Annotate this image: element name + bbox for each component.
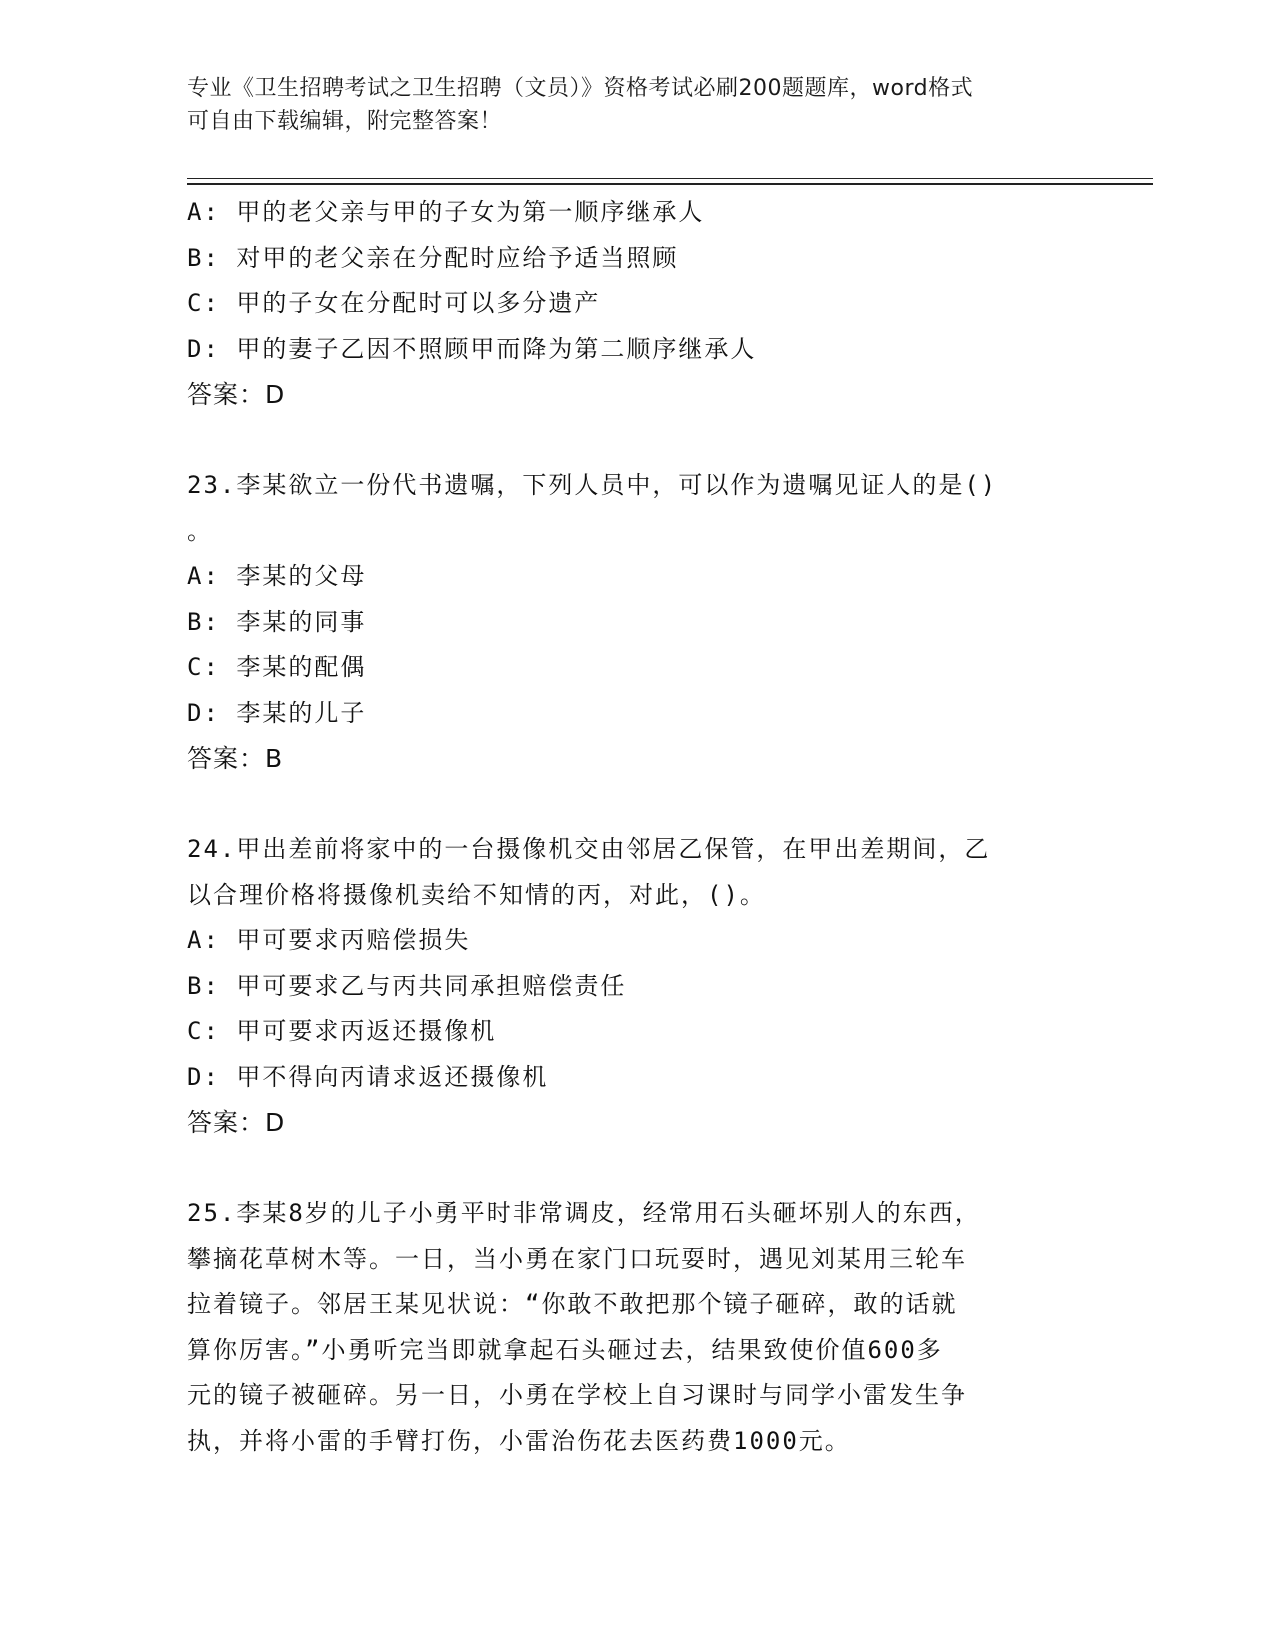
option-b: B: 李某的同事 [187,607,367,636]
question-stem-line: 元的镜子被砸碎。另一日，小勇在学校上自习课时与同学小雷发生争 [187,1381,967,1409]
header-line-2: 可自由下载编辑，附完整答案！ [187,109,503,134]
header-line-1: 专业《卫生招聘考试之卫生招聘（文员）》资格考试必刷200题题库，word格式 [187,76,974,101]
question-stem: 23.李某欲立一份代书遗嘱，下列人员中，可以作为遗嘱见证人的是() [187,471,998,499]
question-22 [187,190,1087,418]
option-c: C: 李某的配偶 [187,653,367,681]
spacer [187,782,1087,828]
question-25 [187,1191,1087,1464]
option-c: C: 甲的子女在分配时可以多分遗产 [187,289,601,317]
header-rule-thick [187,183,1153,185]
question-stem-line: 攀摘花草树木等。一日，当小勇在家门口玩耍时，遇见刘某用三轮车 [187,1244,967,1273]
answer: 答案：D [187,1108,286,1137]
option-d: D: 甲不得向丙请求返还摄像机 [187,1062,549,1091]
answer: 答案：B [187,744,284,773]
question-stem-line: 25.李某8岁的儿子小勇平时非常调皮，经常用石头砸坏别人的东西， [187,1199,981,1227]
answer: 答案：D [187,380,286,409]
document-header [187,72,1067,138]
question-24 [187,827,1087,1146]
question-stem-line: 算你厉害。”小勇听完当即就拿起石头砸过去，结果致使价值600多 [187,1335,943,1364]
question-stem-cont: 。 [187,516,213,545]
question-stem: 24.甲出差前将家中的一台摄像机交由邻居乙保管，在甲出差期间，乙 [187,835,991,863]
question-stem-line: 执，并将小雷的手臂打伤，小雷治伤花去医药费1000元。 [187,1426,851,1455]
header-rule-thin [187,178,1153,179]
question-stem-line: 拉着镜子。邻居王某见状说：“你敢不敢把那个镜子砸碎，敢的话就 [187,1290,958,1318]
option-b: B: 甲可要求乙与丙共同承担赔偿责任 [187,971,627,1000]
option-b: B: 对甲的老父亲在分配时应给予适当照顾 [187,243,679,272]
question-stem-cont: 以合理价格将摄像机卖给不知情的丙，对此，()。 [187,880,766,909]
question-23 [187,463,1087,782]
spacer [187,1146,1087,1192]
document-body [187,190,1087,1464]
option-d: D: 甲的妻子乙因不照顾甲而降为第二顺序继承人 [187,334,757,363]
spacer [187,418,1087,464]
option-a: A: 甲可要求丙赔偿损失 [187,926,471,954]
option-a: A: 李某的父母 [187,562,367,590]
option-c: C: 甲可要求丙返还摄像机 [187,1017,497,1045]
option-a: A: 甲的老父亲与甲的子女为第一顺序继承人 [187,198,705,226]
option-d: D: 李某的儿子 [187,698,367,727]
